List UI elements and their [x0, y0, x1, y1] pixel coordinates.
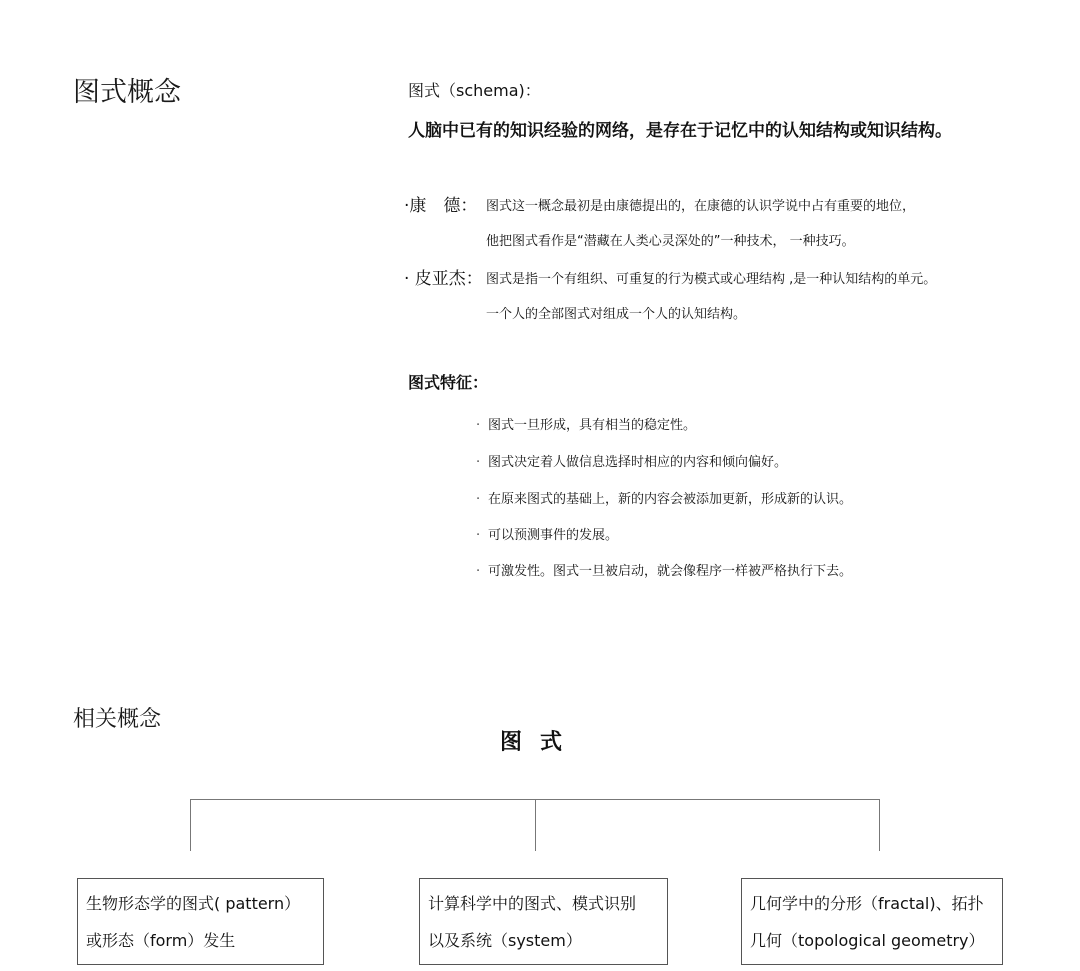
feature-text: 图式决定着人做信息选择时相应的内容和倾向偏好。 [488, 455, 788, 470]
diagram-node-line: 几何学中的分形（fractal)、拓扑 [750, 894, 984, 913]
bullet-dot-icon: · [476, 492, 481, 507]
bullet-dot-icon: · [476, 528, 481, 543]
diagram-root-label: 图式 [500, 730, 581, 755]
section-title-related: 相关概念 [73, 707, 162, 732]
person-kant-line1: 图式这一概念最初是由康德提出的，在康德的认识学说中占有重要的地位， [486, 199, 916, 214]
features-heading: 图式特征： [408, 373, 489, 392]
feature-text: 可激发性。图式一旦被启动，就会像程序一样被严格执行下去。 [488, 564, 853, 579]
bullet-dot-icon: · [476, 455, 481, 470]
diagram-node-line: 几何（topological geometry） [750, 931, 985, 950]
bullet-dot-icon: · [476, 418, 481, 433]
person-name-piaget: · 皮亚杰： [404, 269, 483, 289]
diagram-node-biology [77, 878, 324, 965]
page-title: 图式概念 [73, 77, 181, 108]
feature-item [476, 414, 696, 433]
diagram-connector-middle [535, 799, 536, 851]
diagram-connector-right [879, 799, 880, 851]
feature-item [476, 524, 618, 543]
definition-heading: 图式（schema)： [408, 81, 541, 100]
diagram-node-computing [419, 878, 668, 965]
feature-item [476, 451, 787, 470]
person-name-kant: ·康 德： [404, 196, 478, 216]
diagram-node-line: 以及系统（system） [428, 931, 582, 950]
feature-item [476, 488, 852, 507]
diagram-node-line: 生物形态学的图式( pattern） [86, 894, 301, 913]
feature-item [476, 560, 852, 579]
feature-text: 可以预测事件的发展。 [488, 528, 619, 543]
definition-body: 人脑中已有的知识经验的网络，是存在于记忆中的认知结构或知识结构。 [408, 121, 952, 141]
person-kant-line2: 他把图式看作是“潜藏在人类心灵深处的”一种技术， 一种技巧。 [486, 234, 855, 249]
diagram-node-geometry [741, 878, 1003, 965]
bullet-dot-icon: · [476, 564, 481, 579]
person-piaget-line2: 一个人的全部图式对组成一个人的认知结构。 [486, 307, 747, 322]
feature-text: 图式一旦形成，具有相当的稳定性。 [488, 418, 697, 433]
person-piaget-line1: 图式是指一个有组织、可重复的行为模式或心理结构 ,是一种认知结构的单元。 [486, 272, 937, 287]
diagram-connector-left [190, 799, 191, 851]
diagram-node-line: 计算科学中的图式、模式识别 [428, 894, 637, 913]
diagram-node-line: 或形态（form）发生 [86, 931, 236, 950]
feature-text: 在原来图式的基础上，新的内容会被添加更新，形成新的认识。 [488, 492, 853, 507]
